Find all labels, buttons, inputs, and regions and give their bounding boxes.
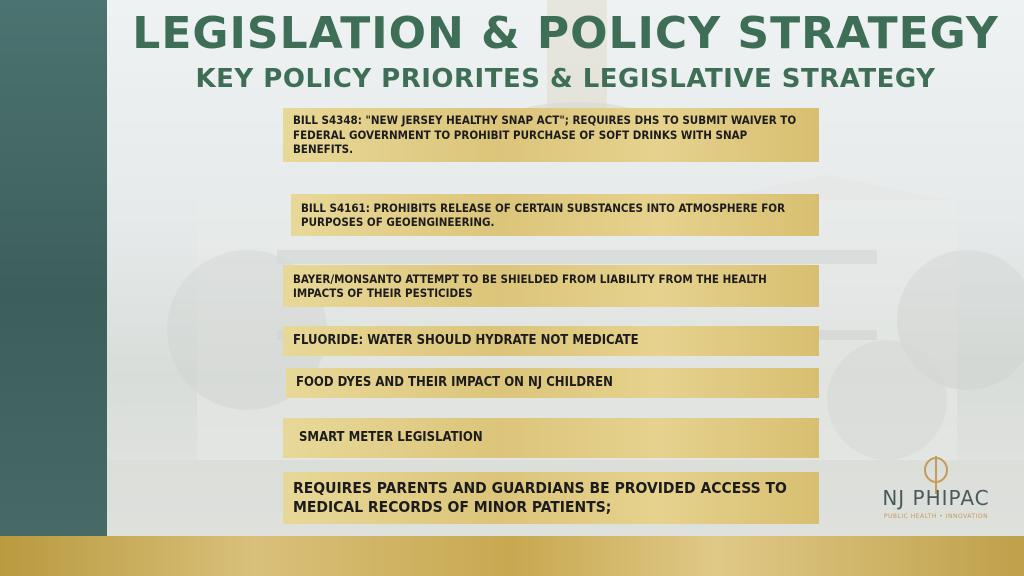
policy-item-medical-records: REQUIRES PARENTS AND GUARDIANS BE PROVIDED ACCESS TO MEDICAL RECORDS OF MINOR PATIENTS; [283,472,819,524]
policy-item-fluoride: FLUORIDE: WATER SHOULD HYDRATE NOT MEDICATE [283,326,819,356]
gold-footer-band [0,536,1024,576]
policy-item-bayer-monsanto: BAYER/MONSANTO ATTEMPT TO BE SHIELDED FROM LIABILITY FROM THE HEALTH IMPACTS OF THEIR PESTICIDES [283,265,819,307]
policy-item-food-dyes: FOOD DYES AND THEIR IMPACT ON NJ CHILDREN [286,368,819,398]
page-title: LEGISLATION & POLICY STRATEGY [132,8,999,59]
nj-phipac-logo [866,456,1006,528]
logo-name: NJ PHIPAC [882,486,990,510]
logo-tagline: PUBLIC HEALTH • INNOVATION [883,513,989,520]
page-subtitle: KEY POLICY PRIORITES & LEGISLATIVE STRATEGY [195,64,936,94]
sidebar-panel [0,0,107,536]
policy-item-smart-meter: SMART METER LEGISLATION [283,418,819,458]
policy-item-snap-act: BILL S4348: "NEW JERSEY HEALTHY SNAP ACT"; REQUIRES DHS TO SUBMIT WAIVER TO FEDERAL GOVERNMENT TO PROHIBIT PURCHASE OF SOFT DRINKS WITH SNAP BENEFITS. [283,108,819,162]
policy-item-geoengineering: BILL S4161: PROHIBITS RELEASE OF CERTAIN SUBSTANCES INTO ATMOSPHERE FOR PURPOSES OF GEOENGINEERING. [291,194,819,236]
